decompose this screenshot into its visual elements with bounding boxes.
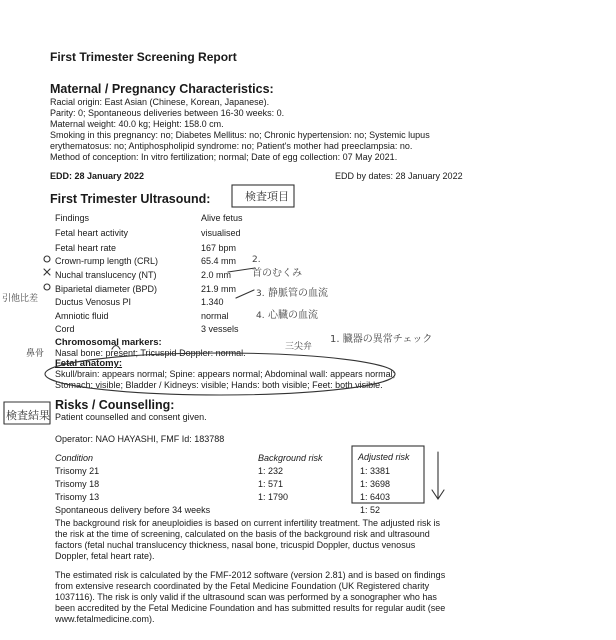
col-adjusted: Adjusted risk <box>358 452 410 462</box>
us-label: Crown-rump length (CRL) <box>55 256 159 266</box>
us-label: Findings <box>55 213 90 223</box>
paragraph-line: from extensive research coordinated by the Fetal Medicine Foundation (UK Registered charity <box>55 581 430 591</box>
handwriting-note-dv: 静脈管の血流 <box>268 288 328 299</box>
maternal-line: Smoking in this pregnancy: no; Diabetes Mellitus: no; Chronic hypertension: no; Systemic lupus <box>50 130 430 140</box>
maternal-line: Method of conception: In vitro fertilization; normal; Date of egg collection: 07 May 2021. <box>50 152 398 162</box>
maternal-line: Racial origin: East Asian (Chinese, Korean, Japanese). <box>50 97 270 107</box>
risk-background: 1: 1790 <box>258 492 289 502</box>
anatomy-line: Skull/brain: appears normal; Spine: appears normal; Abdominal wall: appears normal; <box>55 369 396 379</box>
maternal-line: Maternal weight: 40.0 kg; Height: 158.0 cm. <box>50 119 224 129</box>
counselled-text: Patient counselled and consent given. <box>55 412 207 422</box>
edd-by-dates: EDD by dates: 28 January 2022 <box>335 171 463 181</box>
handwriting-left-note: 引他比差 <box>2 294 39 304</box>
us-label: Amniotic fluid <box>55 311 109 321</box>
risk-adjusted: 1: 6403 <box>360 492 391 502</box>
handwriting-nasal-note: 鼻骨 <box>26 349 45 359</box>
paragraph-line: Doppler, fetal heart rate). <box>55 551 155 561</box>
handwriting-note-nt: 首のむくみ <box>252 268 302 279</box>
handwriting-exam-items: 検査項目 <box>245 190 289 203</box>
handwriting-note-organs: 1. 臓器の異常チェック <box>330 334 433 345</box>
nt-cross <box>44 269 50 275</box>
paragraph-line: 1037116). The risk is only valid if the ultrasound scan was performed by a sonographer who has <box>55 592 437 602</box>
us-label: Ductus Venosus PI <box>55 297 132 307</box>
us-value: 3 vessels <box>201 324 239 334</box>
col-background: Background risk <box>258 453 323 463</box>
us-value: visualised <box>201 228 241 238</box>
handwriting-tricuspid-note: 三尖弁 <box>285 342 313 352</box>
risk-adjusted: 1: 52 <box>360 505 381 515</box>
handwriting-exam-results: 検査結果 <box>6 409 50 422</box>
col-condition: Condition <box>55 453 94 463</box>
anatomy-line: Stomach: visible; Bladder / Kidneys: visible; Hands: both visible; Feet: both visible. <box>55 380 383 390</box>
paragraph-line: been accredited by the Fetal Medicine Foundation and has submitted results for regular audit (see <box>55 603 446 613</box>
edd: EDD: 28 January 2022 <box>50 171 145 181</box>
bpd-circle <box>44 284 50 290</box>
us-value: 167 bpm <box>201 243 237 253</box>
risk-background: 1: 571 <box>258 479 284 489</box>
nt-link-line <box>228 268 255 272</box>
operator-text: Operator: NAO HAYASHI, FMF Id: 183788 <box>55 434 225 444</box>
risk-condition: Spontaneous delivery before 34 weeks <box>55 505 211 515</box>
paragraph-line: The background risk for aneuploidies is based on current infertility treatment. The adjusted risk is <box>55 518 441 528</box>
us-value: 21.9 mm <box>201 284 237 294</box>
risk-condition: Trisomy 13 <box>55 492 100 502</box>
us-label: Fetal heart activity <box>55 228 129 238</box>
handwriting-num3: 3. <box>256 289 265 299</box>
anatomy-ellipse <box>45 353 395 395</box>
nasal-checkmark <box>112 346 120 350</box>
adjusted-risk-box <box>352 446 424 503</box>
us-value: 65.4 mm <box>201 256 237 266</box>
paragraph-line: www.fetalmedicine.com). <box>55 614 155 624</box>
markers-line: Nasal bone: present; Tricuspid Doppler: normal. <box>55 348 246 358</box>
risk-adjusted: 1: 3698 <box>360 479 391 489</box>
risk-condition: Trisomy 21 <box>55 466 100 476</box>
us-value: 1.340 <box>201 297 224 307</box>
us-label: Fetal heart rate <box>55 243 117 253</box>
dv-link-line <box>236 290 254 298</box>
risk-background: 1: 232 <box>258 466 284 476</box>
risks-heading: Risks / Counselling: <box>55 398 175 412</box>
maternal-heading: Maternal / Pregnancy Characteristics: <box>50 82 274 96</box>
paragraph-line: the risk at the time of screening, calculated on the basis of the background risk and ultrasound <box>55 529 430 539</box>
us-value: normal <box>201 311 229 321</box>
markers-heading: Chromosomal markers: <box>55 337 162 348</box>
anatomy-heading: Fetal anatomy: <box>55 358 123 369</box>
paragraph-line: The estimated risk is calculated by the FMF-2012 software (version 2.81) and is based on findings <box>55 570 446 580</box>
us-value: 2.0 mm <box>201 270 232 280</box>
us-label: Cord <box>55 324 75 334</box>
us-label: Biparietal diameter (BPD) <box>55 284 158 294</box>
handwriting-num2: 2. <box>252 255 261 265</box>
crl-circle <box>44 256 50 262</box>
down-arrow <box>432 452 444 499</box>
us-label: Nuchal translucency (NT) <box>55 270 157 280</box>
handwriting-num4: 4. <box>256 311 265 321</box>
paragraph-line: factors (fetal nuchal translucency thickness, nasal bone, tricuspid Doppler, ductus venosus <box>55 540 416 550</box>
us-value: Alive fetus <box>201 213 243 223</box>
risk-adjusted: 1: 3381 <box>360 466 391 476</box>
report-title: First Trimester Screening Report <box>50 50 237 64</box>
handwriting-note-heart: 心臓の血流 <box>268 310 318 321</box>
ultrasound-heading: First Trimester Ultrasound: <box>50 192 211 206</box>
risk-condition: Trisomy 18 <box>55 479 100 489</box>
maternal-line: erythematosus: no; Antiphospholipid syndrome: no; Patient's mother had preeclampsia: no. <box>50 141 413 151</box>
maternal-line: Parity: 0; Spontaneous deliveries between 16-30 weeks: 0. <box>50 108 285 118</box>
